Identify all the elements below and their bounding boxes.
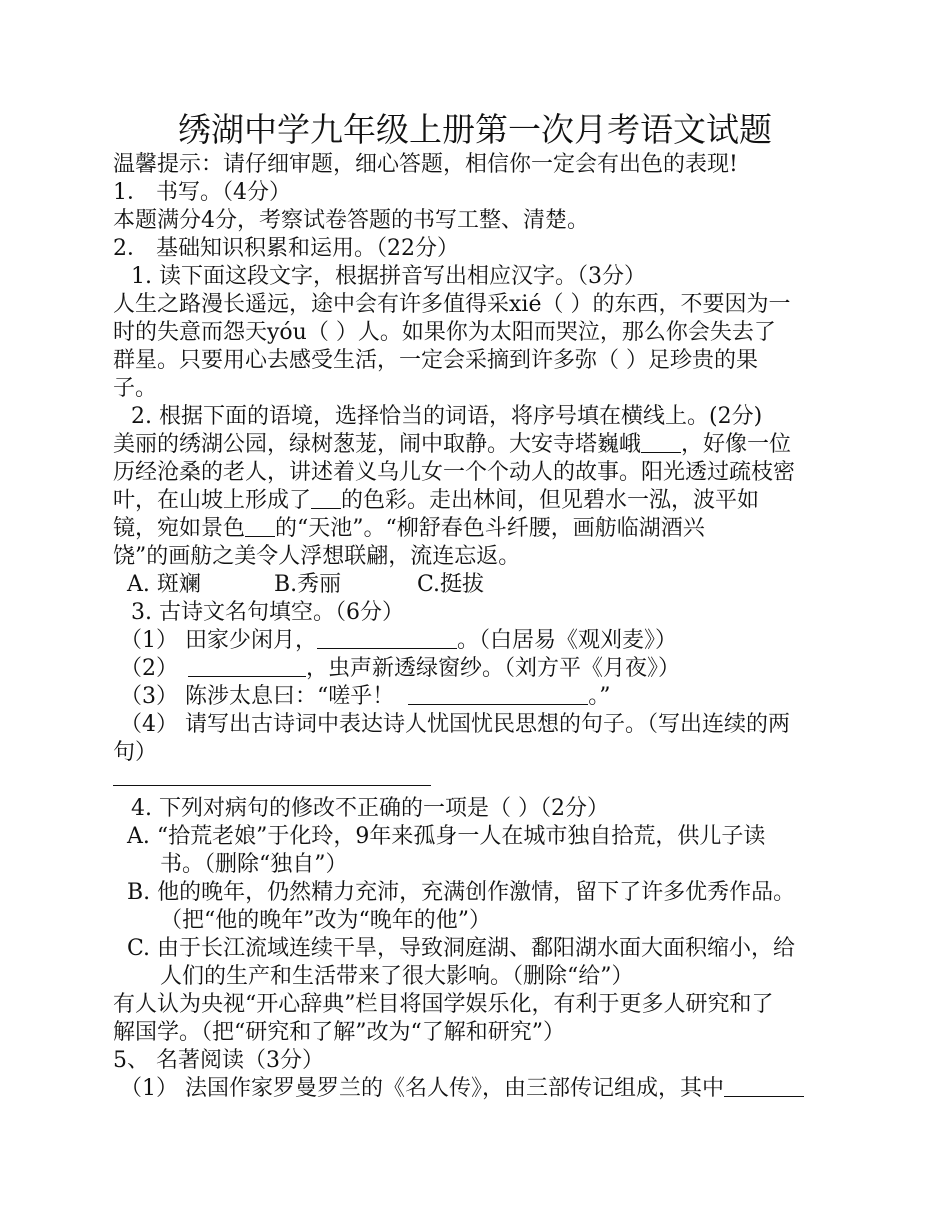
option-b-line: B. 他的晚年，仍然精力充沛，充满创作激情，留下了许多优秀作品。 — [127, 880, 796, 905]
tip-line: 温馨提示：请仔细审题，细心答题，相信你一定会有出色的表现! — [113, 152, 738, 177]
q2-2-line: 叶，在山坡上形成了 的色彩。走出林间，但见碧水一泓，波平如 — [113, 488, 760, 513]
option-b: B.秀丽 — [274, 572, 342, 597]
q2-2-heading: 2. 根据下面的语境，选择恰当的词语，将序号填在横线上。(2分) — [131, 404, 763, 429]
q2-3-heading: 3. 古诗文名句填空。（6分） — [131, 600, 404, 625]
option-c-line: 人们的生产和生活带来了很大影响。（删除“给”） — [160, 964, 634, 989]
q2-4-heading: 4. 下列对病句的修改不正确的一项是（ ）（2分） — [131, 796, 609, 821]
q2-1-line: 人生之路漫长遥远，途中会有许多值得采xié（ ）的东西，不要因为一 — [113, 292, 791, 317]
q5-heading: 5、 名著阅读（3分） — [113, 1048, 324, 1073]
answer-blank[interactable] — [311, 488, 341, 509]
option-d-line: 解国学。（把“研究和了解”改为“了解和研究”） — [113, 1020, 565, 1045]
answer-blank[interactable] — [724, 1076, 804, 1097]
answer-line[interactable] — [113, 785, 431, 786]
answer-blank[interactable] — [641, 432, 681, 453]
answer-blank[interactable] — [408, 684, 588, 705]
q2-3-item-3: （3） 陈涉太息曰：“嗟乎！ 。” — [120, 684, 611, 709]
option-a-line: A. “拾荒老娘”于化玲，9年来孤身一人在城市独自拾荒，供儿子读 — [127, 824, 766, 849]
q2-2-line: 美丽的绣湖公园，绿树葱茏，闹中取静。大安寺塔巍峨 ，好像一位 — [113, 432, 792, 457]
q2-2-line: 镜，宛如景色 的“天池”。“柳舒春色斗纤腰，画舫临湖酒兴 — [113, 516, 705, 541]
option-b-line: （把“他的晚年”改为“晚年的他”） — [160, 908, 491, 933]
answer-blank[interactable] — [317, 628, 457, 649]
q1-desc: 本题满分4分，考察试卷答题的书写工整、清楚。 — [113, 208, 589, 233]
option-c-line: C. 由于长江流域连续干旱，导致洞庭湖、鄱阳湖水面大面积缩小，给 — [127, 936, 796, 961]
page-title: 绣湖中学九年级上册第一次月考语文试题 — [178, 110, 772, 149]
q2-heading: 2． 基础知识积累和运用。（22分） — [113, 236, 459, 261]
q1-heading: 1． 书写。（4分） — [113, 180, 291, 205]
q2-1-line: 群星。只要用心去感受生活，一定会采摘到许多弥（ ）足珍贵的果 — [113, 348, 758, 373]
q2-3-item-2: （2） ，虫声新透绿窗纱。（刘方平《月夜》） — [120, 656, 681, 681]
q2-1-line: 子。 — [113, 376, 158, 401]
q2-2-line: 饶”的画舫之美令人浮想联翩，流连忘返。 — [113, 544, 521, 569]
option-d-line: 有人认为央视“开心辞典”栏目将国学娱乐化，有利于更多人研究和了 — [113, 992, 774, 1017]
option-a: A. 斑斓 — [127, 572, 201, 597]
q5-item-1: （1） 法国作家罗曼罗兰的《名人传》，由三部传记组成，其中 — [120, 1074, 804, 1104]
q2-2-line: 历经沧桑的老人，讲述着义乌儿女一个个动人的故事。阳光透过疏枝密 — [113, 460, 796, 485]
option-a-line: 书。（删除“独自”） — [160, 852, 348, 877]
option-c: C.挺拔 — [417, 572, 485, 597]
q2-3-item-4: （4） 请写出古诗词中表达诗人忧国忧民思想的句子。（写出连续的两 — [120, 712, 790, 737]
q2-1-heading: 1. 读下面这段文字，根据拼音写出相应汉字。（3分） — [131, 264, 646, 289]
q2-1-line: 时的失意而怨天yóu（ ）人。如果你为太阳而哭泣，那么你会失去了 — [113, 320, 776, 345]
q2-3-item-4-cont: 句） — [113, 740, 158, 765]
q2-3-item-1: （1） 田家少闲月， 。（白居易《观刈麦》） — [120, 628, 678, 653]
answer-blank[interactable] — [245, 516, 275, 537]
answer-blank[interactable] — [188, 656, 306, 677]
